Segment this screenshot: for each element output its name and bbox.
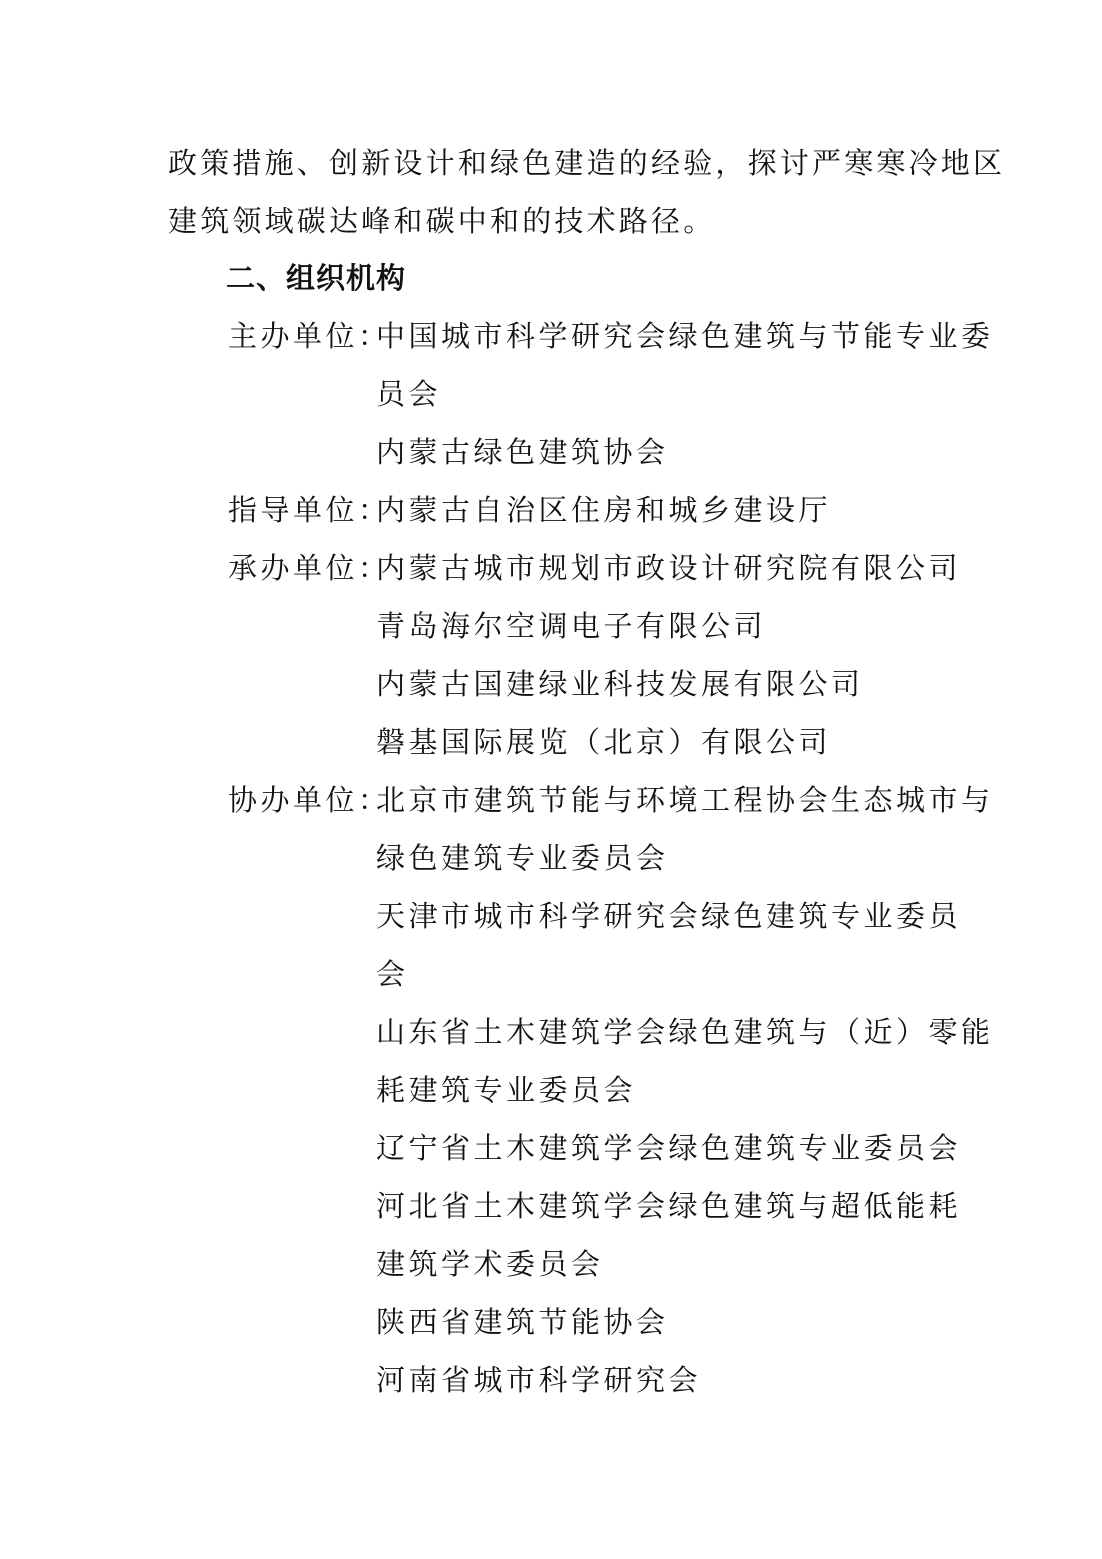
co-organizer-org-line: 天津市城市科学研究会绿色建筑专业委员 — [376, 899, 962, 933]
co-organizer-org-line: 辽宁省土木建筑学会绿色建筑专业委员会 — [376, 1131, 962, 1165]
section-heading: 二、组织机构 — [226, 261, 407, 295]
co-organizer-org-line: 山东省土木建筑学会绿色建筑与（近）零能 — [376, 1015, 994, 1049]
organizer-org-line: 内蒙古城市规划市政设计研究院有限公司 — [376, 551, 962, 585]
host-org-line: 内蒙古绿色建筑协会 — [376, 435, 669, 469]
host-org-line: 员会 — [376, 377, 442, 411]
co-organizer-org-line: 建筑学术委员会 — [376, 1247, 604, 1281]
organizer-org-line: 内蒙古国建绿业科技发展有限公司 — [376, 667, 864, 701]
co-organizer-org-line: 河南省城市科学研究会 — [376, 1363, 702, 1397]
host-org-line: 中国城市科学研究会绿色建筑与节能专业委 — [376, 319, 994, 353]
co-organizer-org-line: 会 — [376, 957, 409, 991]
co-organizer-org-line: 耗建筑专业委员会 — [376, 1073, 637, 1107]
guide-label: 指导单位： — [228, 493, 391, 527]
host-label: 主办单位： — [228, 319, 391, 353]
co-organizer-org-line: 河北省土木建筑学会绿色建筑与超低能耗 — [376, 1189, 962, 1223]
co-organizer-org-line: 北京市建筑节能与环境工程协会生态城市与 — [376, 783, 994, 817]
organizer-label: 承办单位： — [228, 551, 391, 585]
organizer-org-line: 青岛海尔空调电子有限公司 — [376, 609, 767, 643]
co-organizer-org-line: 绿色建筑专业委员会 — [376, 841, 669, 875]
organizer-org-line: 磐基国际展览（北京）有限公司 — [376, 725, 832, 759]
intro-line-2: 建筑领域碳达峰和碳中和的技术路径。 — [168, 204, 716, 238]
co-organizer-org-line: 陕西省建筑节能协会 — [376, 1305, 669, 1339]
co-organizer-label: 协办单位： — [228, 783, 391, 817]
intro-line-1: 政策措施、创新设计和绿色建造的经验，探讨严寒寒冷地区 — [168, 146, 1006, 180]
guide-org-line: 内蒙古自治区住房和城乡建设厅 — [376, 493, 832, 527]
